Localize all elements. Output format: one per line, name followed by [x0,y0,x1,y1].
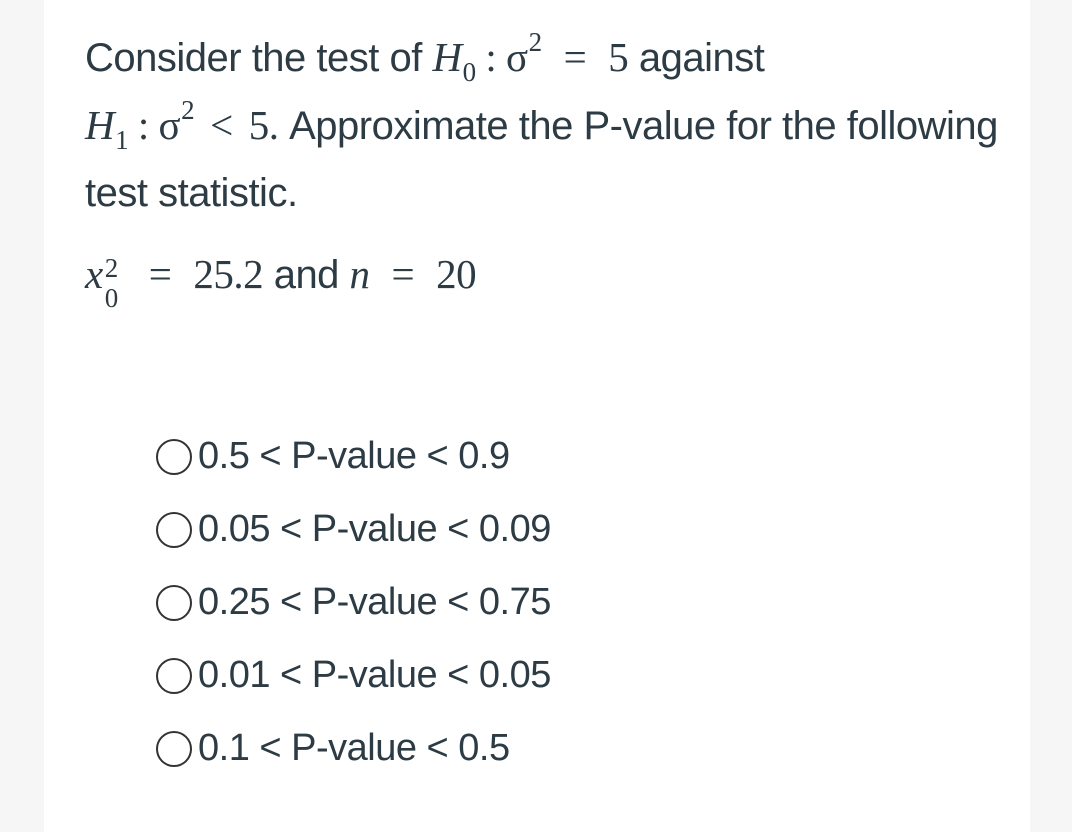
radio-button-icon[interactable] [156,585,192,621]
test-statistic [85,244,477,313]
answer-options [156,420,551,785]
n-value: 20 [436,251,477,297]
radio-button-icon[interactable] [156,731,192,767]
statistic-value: 25.2 [193,251,264,297]
radio-button-icon[interactable] [156,439,192,475]
answer-option-3[interactable] [156,566,551,639]
equals-sign: = [148,251,172,297]
sigma-superscript: 2 [181,95,195,125]
against-text: against [628,36,765,80]
x-symbol: x [85,251,103,297]
colon: : [475,34,506,80]
option-label[interactable]: 0.5 < P-value < 0.9 [198,435,510,477]
x-sup-sub [103,252,127,313]
h0-symbol: H [432,34,462,80]
h0-subscript: 0 [462,57,476,87]
h1-subscript: 1 [115,125,129,155]
sigma-symbol: σ [158,102,181,148]
colon: : [128,102,159,148]
n-symbol: n [349,251,370,297]
sigma-symbol: σ [505,34,528,80]
answer-option-5[interactable] [156,712,551,785]
equals-sign: = [563,34,587,80]
x-superscript: 2 [104,253,118,283]
question-text [85,26,1015,225]
radio-button-icon[interactable] [156,658,192,694]
question-card [44,0,1030,832]
radio-button-icon[interactable] [156,512,192,548]
less-than-sign: < [210,102,233,148]
option-label[interactable]: 0.05 < P-value < 0.09 [198,508,551,550]
and-text: and [263,253,350,297]
option-label[interactable]: 0.01 < P-value < 0.05 [198,654,551,696]
answer-option-2[interactable] [156,493,551,566]
option-label[interactable]: 0.1 < P-value < 0.5 [198,727,510,769]
x-subscript: 0 [104,283,118,313]
alt-value: 5. [248,102,279,148]
equals-sign: = [391,251,415,297]
answer-option-4[interactable] [156,639,551,712]
question-intro: Consider the test of [85,36,433,80]
question-instruction: Approximate the P-value for the following test statistic. [85,104,998,215]
null-value: 5 [608,34,629,80]
h1-symbol: H [85,102,115,148]
sigma-superscript: 2 [528,27,542,57]
answer-option-1[interactable] [156,420,551,493]
option-label[interactable]: 0.25 < P-value < 0.75 [198,581,551,623]
